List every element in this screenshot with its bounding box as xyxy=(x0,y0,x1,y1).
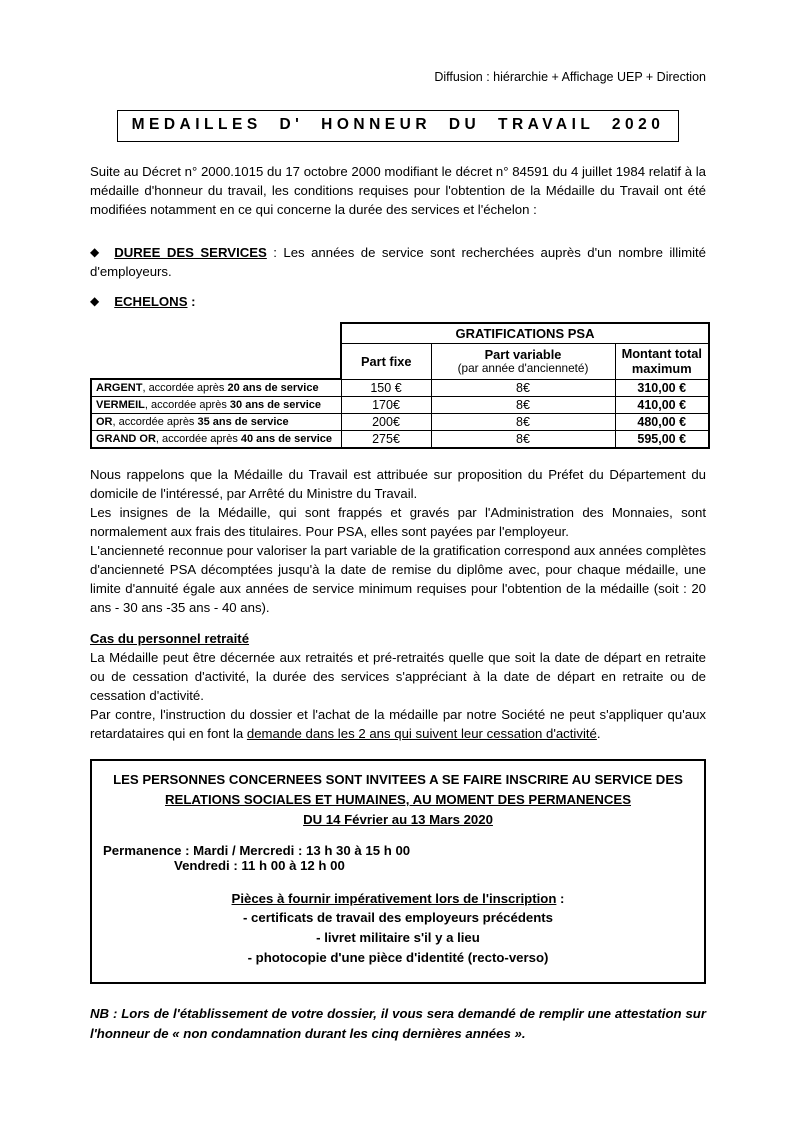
cell-part-fixe: 275€ xyxy=(341,431,431,449)
table-row-vermeil xyxy=(91,397,709,414)
section-personnel-retraite xyxy=(90,629,706,743)
cell-part-fixe: 150 € xyxy=(341,379,431,397)
row-label-or: OR, accordée après 35 ans de service xyxy=(91,414,341,431)
table-row-grand-or xyxy=(91,431,709,449)
paragraph-insignes: Les insignes de la Médaille, qui sont frappés et gravés par l'Administration des Monnaies, sont normalement aux frais des titulaires. Pour PSA, elles sont payées par l'employeur. xyxy=(90,505,706,540)
cell-part-variable: 8€ xyxy=(431,431,615,449)
gratifications-table xyxy=(90,322,710,449)
montant-total-label: Montant total xyxy=(621,346,702,361)
table-row-or xyxy=(91,414,709,431)
inscription-heading-line2: RELATIONS SOCIALES ET HUMAINES, AU MOMENT DES PERMANENCES xyxy=(165,791,631,807)
pieces-item-livret: - livret militaire s'il y a lieu xyxy=(316,930,480,946)
retraite-heading: Cas du personnel retraité xyxy=(90,631,250,647)
permanence-schedule-line2: Vendredi : 11 h 00 à 12 h 00 xyxy=(174,857,345,873)
diamond-bullet-icon: ◆ xyxy=(90,245,100,259)
diffusion-line: Diffusion : hiérarchie + Affichage UEP + Direction xyxy=(434,70,706,84)
intro-paragraph: Suite au Décret n° 2000.1015 du 17 octobre 2000 modifiant le décret n° 84591 du 4 juillet 1984 relatif à la médaille d'honneur du travail, les conditions requises pour l'obtention de la Médaille du Travail ont été modifiées notamment en ce qui concerne la durée des services et l'échelon : xyxy=(90,164,706,217)
col-header-montant-total xyxy=(615,344,709,380)
cell-part-variable: 8€ xyxy=(431,414,615,431)
table-title-row xyxy=(91,323,709,344)
paragraph-retraite: La Médaille peut être décernée aux retraités et pré-retraités quelle que soit la date de départ en retraite ou de cessation d'activité, la durée des services s'appréciant à la date de départ en retraite ou de cessation d'activité. xyxy=(90,650,706,704)
pieces-item-photocopie: - photocopie d'une pièce d'identité (recto-verso) xyxy=(247,949,549,965)
row-label-argent: ARGENT, accordée après 20 ans de service xyxy=(91,379,341,397)
pieces-item-certificats: - certificats de travail des employeurs précédents xyxy=(242,910,554,926)
cell-montant-total: 480,00 € xyxy=(615,414,709,431)
inscription-heading-line1: LES PERSONNES CONCERNEES SONT INVITEES A SE FAIRE INSCRIRE AU SERVICE DES xyxy=(113,772,683,788)
cell-part-fixe: 170€ xyxy=(341,397,431,414)
permanence-schedule-line1: Permanence : Mardi / Mercredi : 13 h 30 à 15 h 00 xyxy=(103,842,411,858)
cell-part-fixe: 200€ xyxy=(341,414,431,431)
col-header-part-variable xyxy=(431,344,615,380)
body-paragraphs xyxy=(90,465,706,617)
part-fixe-label: Part fixe xyxy=(360,353,412,369)
cell-part-variable: 8€ xyxy=(431,397,615,414)
table-title: GRATIFICATIONS PSA xyxy=(341,323,709,344)
paragraph-rappel: Nous rappelons que la Médaille du Travail est attribuée sur proposition du Préfet du Département du domicile de l'intéressé, par Arrêté du Ministre du Travail. xyxy=(90,467,706,502)
inscription-box xyxy=(90,759,706,984)
cell-part-variable: 8€ xyxy=(431,379,615,397)
empty-corner-cell xyxy=(91,344,341,380)
echelons-label: ECHELONS xyxy=(114,294,188,309)
cell-montant-total: 595,00 € xyxy=(615,431,709,449)
col-header-part-fixe xyxy=(341,344,431,380)
delai-2-ans-underline: demande dans les 2 ans qui suivent leur cessation d'activité xyxy=(246,726,597,742)
title-box xyxy=(117,110,679,142)
part-variable-label: Part variable xyxy=(484,346,562,362)
page-title: MEDAILLES D' HONNEUR DU TRAVAIL 2020 xyxy=(131,116,665,133)
bullet-echelons xyxy=(90,292,706,311)
duree-services-text: : Les années de service sont recherchées auprès d'un nombre illimité d'employeurs. xyxy=(90,245,706,279)
row-label-grand-or: GRAND OR, accordée après 40 ans de service xyxy=(91,431,341,449)
table-row-argent xyxy=(91,379,709,397)
cell-montant-total: 410,00 € xyxy=(615,397,709,414)
montant-maximum-label: maximum xyxy=(631,361,692,377)
echelons-colon: : xyxy=(187,294,196,309)
row-label-vermeil: VERMEIL, accordée après 30 ans de service xyxy=(91,397,341,414)
paragraph-retardataires: Par contre, l'instruction du dossier et l'achat de la médaille par notre Société ne peut s'appliquer qu'aux retardataires qui en font la demande dans les 2 ans qui suivent leur cessation d'activité. xyxy=(90,707,706,742)
diamond-bullet-icon: ◆ xyxy=(90,294,100,308)
cell-montant-total: 310,00 € xyxy=(615,379,709,397)
part-variable-sublabel: (par année d'ancienneté) xyxy=(457,361,589,376)
table-header-row xyxy=(91,344,709,380)
nb-note: NB : Lors de l'établissement de votre dossier, il vous sera demandé de remplir une attestation sur l'honneur de « non condamnation durant les cinq dernières années ». xyxy=(90,1005,706,1041)
duree-services-label: DUREE DES SERVICES xyxy=(114,245,267,260)
pieces-title: Pièces à fournir impérativement lors de l'inscription : xyxy=(231,890,565,906)
paragraph-anciennete: L'ancienneté reconnue pour valoriser la part variable de la gratification correspond aux années complètes d'ancienneté PSA décomptées jusqu'à la date de remise du diplôme avec, pour chaque médaille, une limite d'annuité égale aux années de service minimum requises pour l'obtention de la médaille (soit : 20 ans - 30 ans -35 ans - 40 ans). xyxy=(90,543,706,616)
empty-corner-cell xyxy=(91,323,341,344)
bullet-duree-des-services xyxy=(90,243,706,281)
inscription-dates: DU 14 Février au 13 Mars 2020 xyxy=(303,811,493,827)
